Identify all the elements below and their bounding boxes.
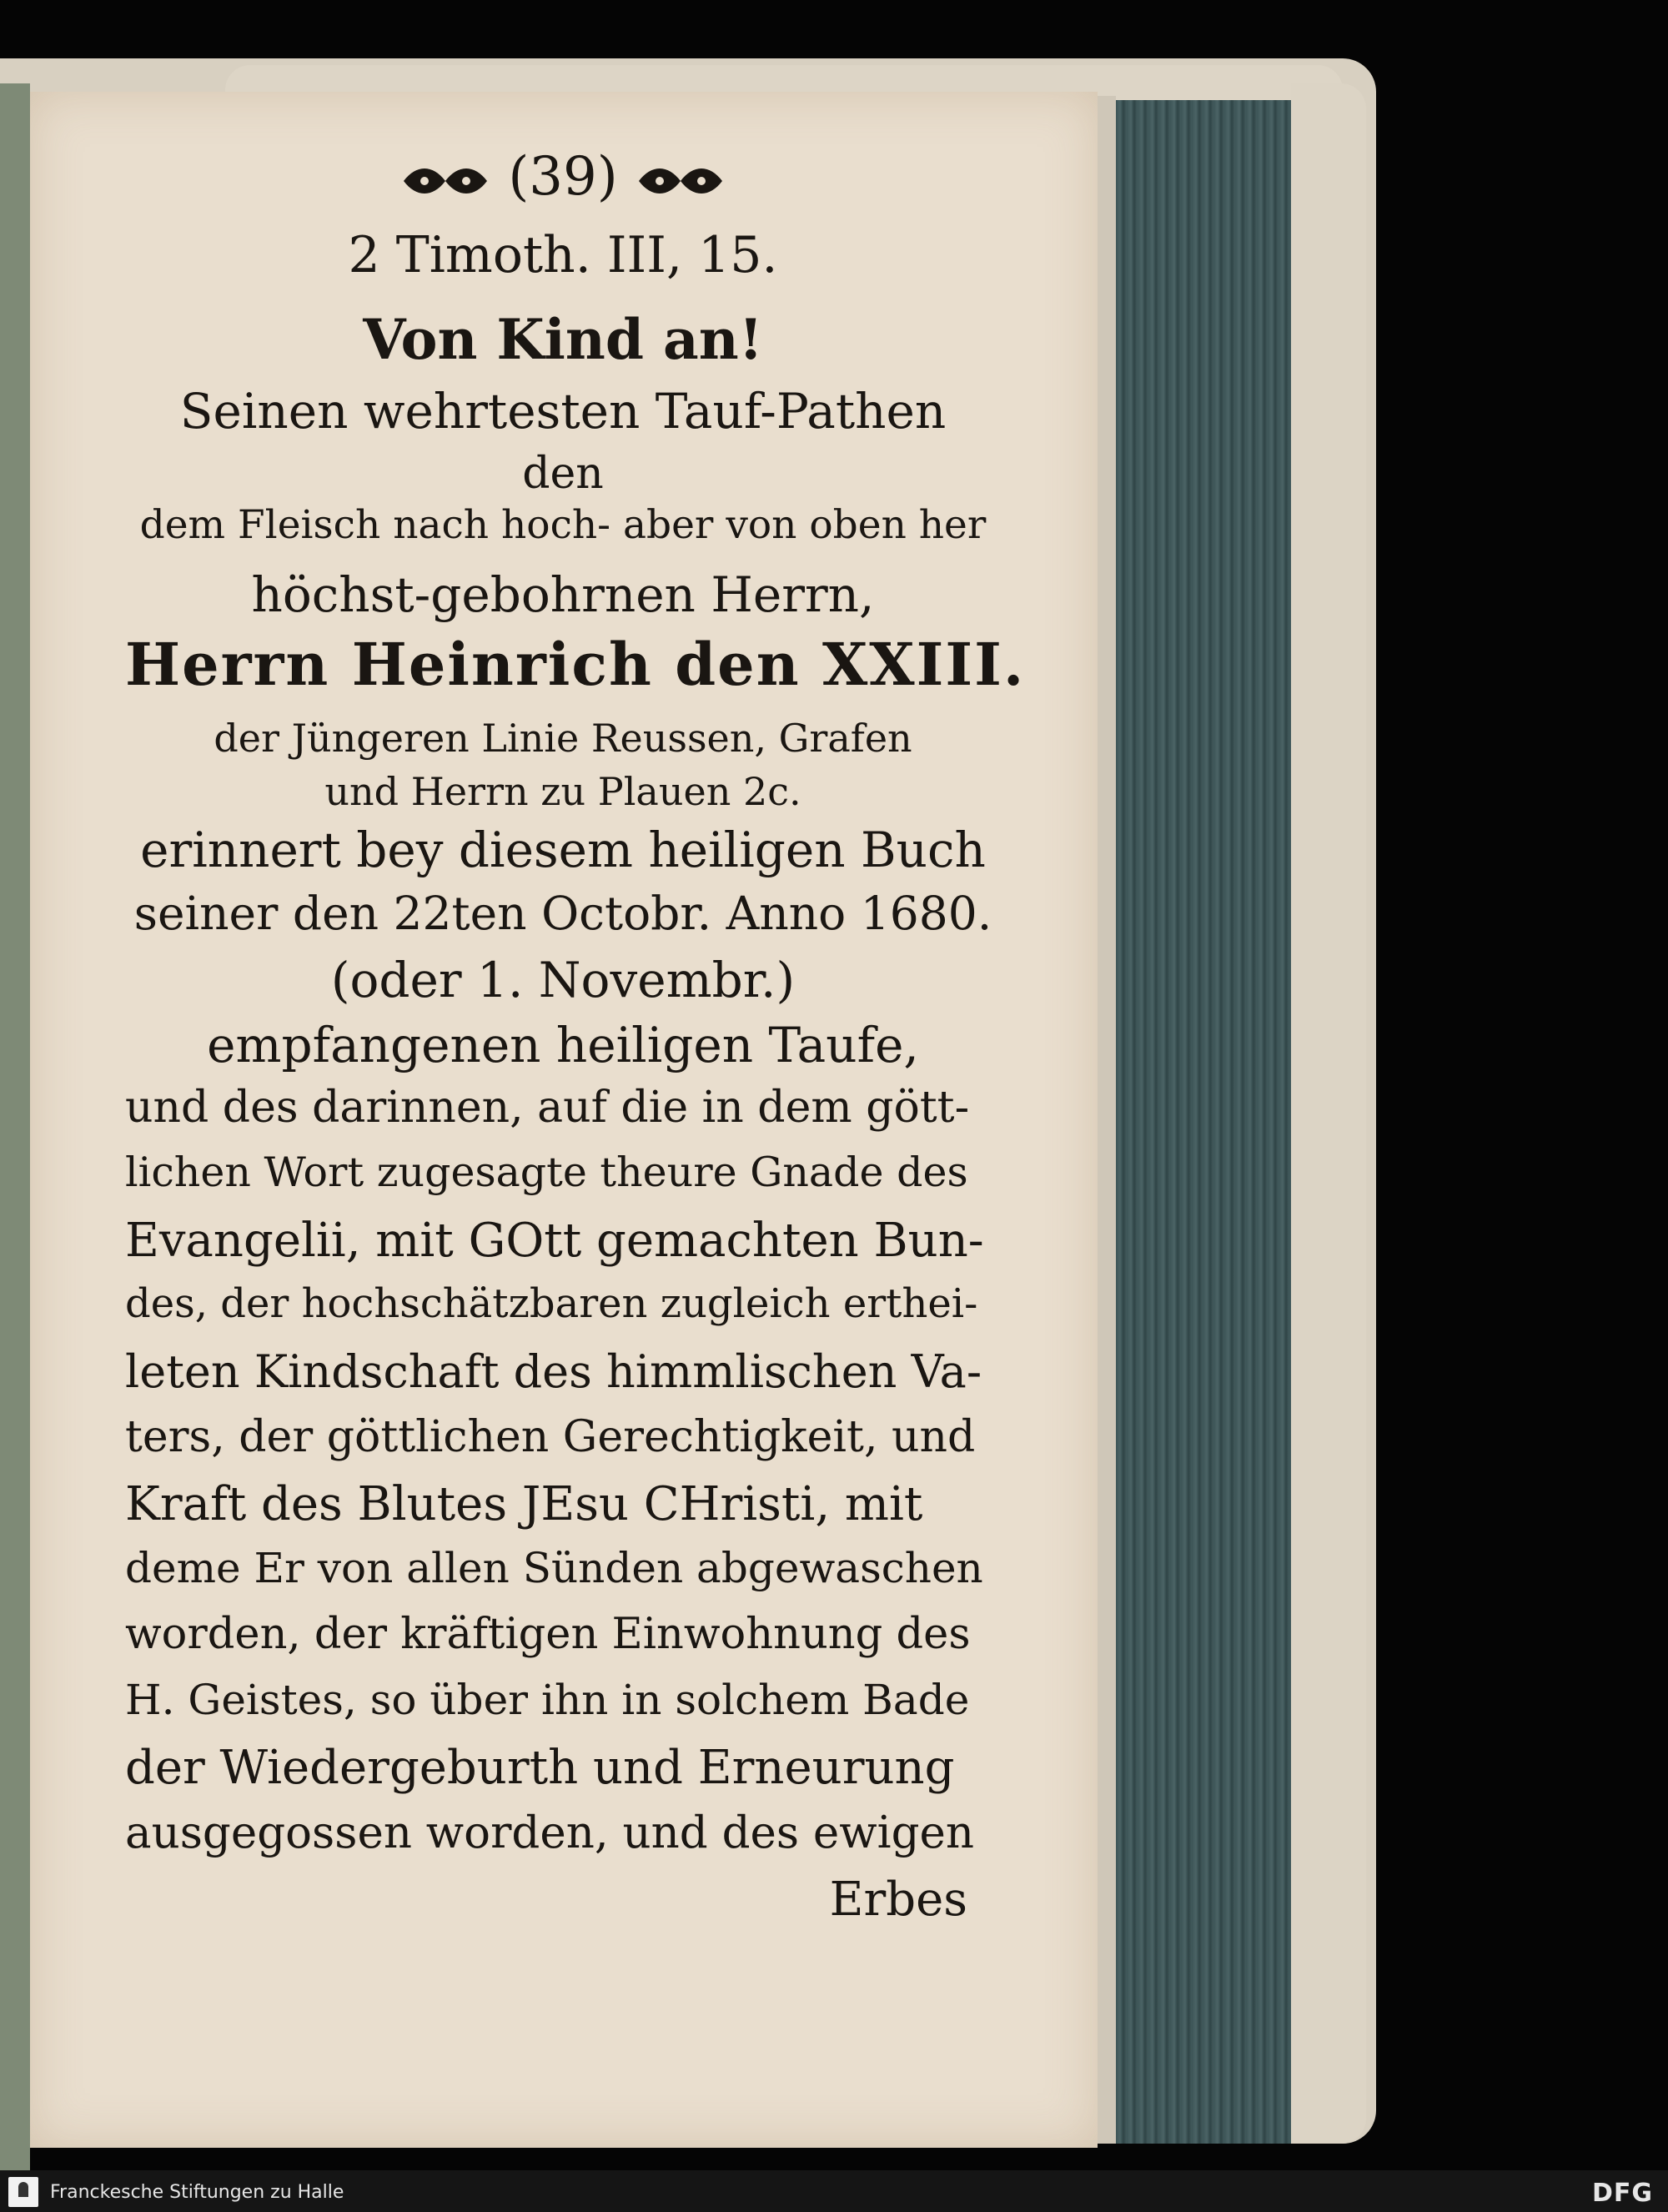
bible-reference: 2 Timoth. III, 15. — [348, 226, 778, 284]
page-edge — [1098, 96, 1116, 2144]
body-line: H. Geistes, so über ihn in solchem Bade — [125, 1676, 970, 1724]
body-line: deme Er von allen Sünden abgewaschen — [125, 1544, 983, 1592]
body-line: der Wiedergeburth und Erneurung — [125, 1741, 955, 1795]
catchword: Erbes — [829, 1873, 967, 1927]
text-line: erinnert bey diesem heiligen Buch — [140, 822, 986, 878]
funder-logo: DFG — [1591, 2179, 1653, 2208]
body-line: ters, der göttlichen Gerechtigkeit, und — [125, 1412, 976, 1462]
body-line: Kraft des Blutes JEsu CHristi, mit — [125, 1477, 923, 1531]
text-line: seiner den 22ten Octobr. Anno 1680. — [133, 887, 992, 940]
dedication-line: den — [522, 449, 604, 499]
body-line: des, der hochschätzbaren zugleich erthei- — [125, 1280, 978, 1327]
name-line: Herrn Heinrich den XXIII. — [125, 630, 1026, 699]
body-line: worden, der kräftigen Einwohnung des — [125, 1610, 971, 1659]
institution-name: Franckesche Stiftungen zu Halle — [50, 2182, 344, 2203]
body-line: leten Kindschaft des himmlischen Va- — [125, 1345, 982, 1398]
body-line: Evangelii, mit GOtt gemachten Bun- — [125, 1214, 984, 1268]
institution-logo-icon — [8, 2177, 38, 2207]
page-block-edge — [1116, 100, 1291, 2144]
dedication-line: höchst-gebohrnen Herrn, — [251, 566, 875, 623]
body-line: lichen Wort zugesagte theure Gnade des — [125, 1149, 968, 1196]
title-line: und Herrn zu Plauen 2c. — [324, 769, 801, 814]
body-line: und des darinnen, auf die in dem gött- — [125, 1083, 970, 1133]
page-text — [125, 146, 1026, 1943]
book-spine — [0, 83, 30, 2185]
text-line: (oder 1. Novembr.) — [330, 952, 796, 1008]
ornament-right-icon — [635, 164, 726, 198]
body-line: ausgegossen worden, und des ewigen — [125, 1807, 975, 1858]
dedication-line: Seinen wehrtesten Tauf-Pathen — [179, 383, 947, 440]
heading-line: Von Kind an! — [363, 307, 763, 372]
viewer-footer — [0, 2170, 1668, 2212]
title-line: der Jüngeren Linie Reussen, Grafen — [214, 716, 912, 761]
ornament-left-icon — [399, 164, 491, 198]
page-number: (39) — [508, 146, 618, 208]
dedication-line: dem Fleisch nach hoch- aber von oben her — [139, 502, 987, 548]
text-line: empfangenen heiligen Taufe, — [207, 1017, 919, 1073]
page-header — [125, 146, 1001, 230]
book-cover-right — [1291, 83, 1366, 2144]
